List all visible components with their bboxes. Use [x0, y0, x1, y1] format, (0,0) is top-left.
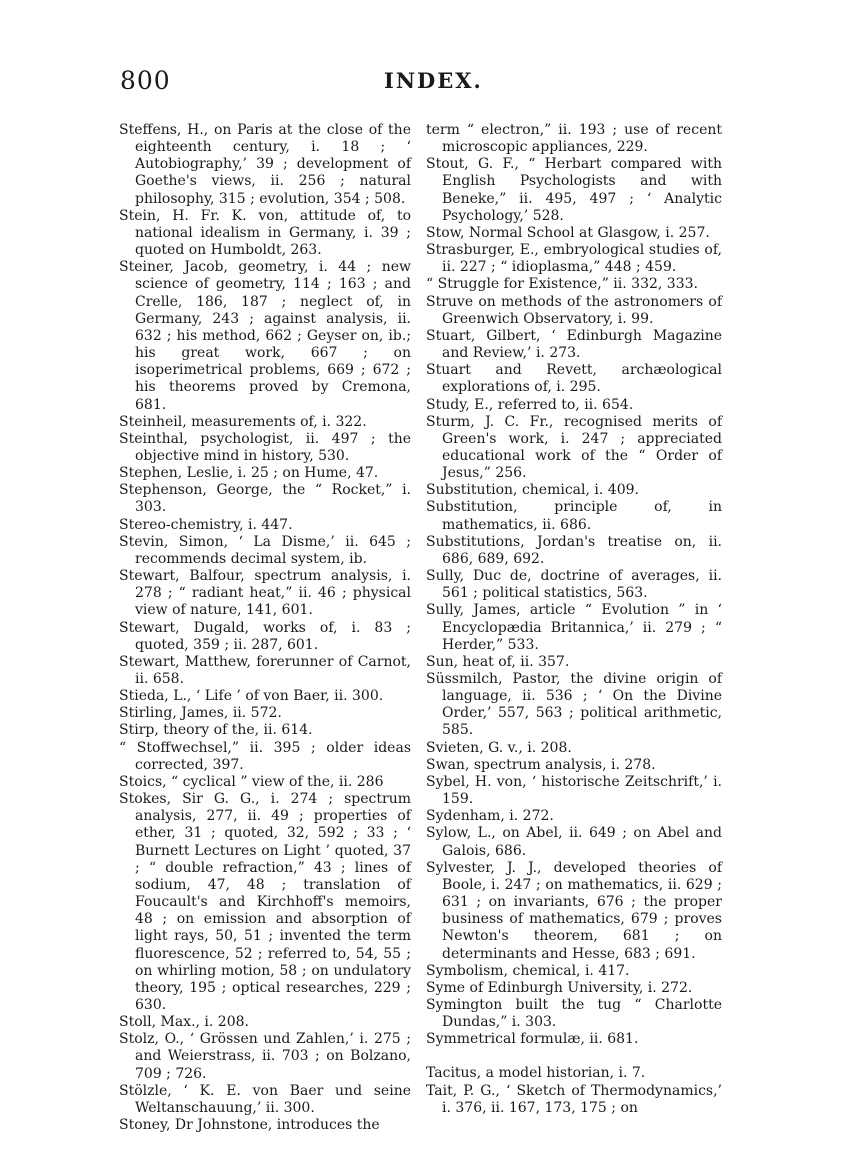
index-entry: Substitution, principle of, in mathematics, ii. 686. — [426, 499, 722, 533]
index-entry: Stewart, Matthew, forerunner of Carnot, ii. 658. — [119, 653, 411, 687]
index-entry: Stewart, Dugald, works of, i. 83 ; quoted, 359 ; ii. 287, 601. — [119, 619, 411, 653]
page-title: INDEX. — [384, 68, 483, 93]
index-entry: Sydenham, i. 272. — [426, 808, 554, 825]
index-entry: “ Struggle for Existence,” ii. 332, 333. — [426, 276, 698, 293]
index-entry: Study, E., referred to, ii. 654. — [426, 396, 634, 413]
index-entry: Substitutions, Jordan's treatise on, ii. 686, 689, 692. — [426, 533, 722, 567]
index-entry: Symmetrical formulæ, ii. 681. — [426, 1031, 639, 1048]
index-entry: Struve on methods of the astronomers of Greenwich Observatory, i. 99. — [426, 293, 722, 327]
index-entry: Tacitus, a model historian, i. 7. — [426, 1065, 646, 1082]
index-entry: Svieten, G. v., i. 208. — [426, 739, 572, 756]
index-entry: Steiner, Jacob, geometry, i. 44 ; new science of geometry, 114 ; 163 ; and Crelle, 186, 187 ; neglect of, in Germany, 243 ; against analysis, ii. 632 ; his method, 662 ; Geyser on, ib.; his great work, 667 ; on isoperimetrical problems, 669 ; 672 ; his theorems proved by Cremona, 681. — [119, 259, 411, 413]
index-entry: Sylow, L., on Abel, ii. 649 ; on Abel and Galois, 686. — [426, 825, 722, 859]
index-entry: Sturm, J. C. Fr., recognised merits of Green's work, i. 247 ; appreciated educational work of the “ Order of Jesus,” 256. — [426, 413, 722, 482]
index-entry: Süssmilch, Pastor, the divine origin of language, ii. 536 ; ‘ On the Divine Order,’ 557, 563 ; political arithmetic, 585. — [426, 671, 722, 739]
index-column-right — [426, 122, 722, 1117]
index-entry: Strasburger, E., embryological studies of, ii. 227 ; “ idioplasma,” 448 ; 459. — [426, 242, 722, 276]
index-entry: Tait, P. G., ‘ Sketch of Thermodynamics,’ i. 376, ii. 167, 173, 175 ; on — [426, 1082, 722, 1116]
index-entry: Stirp, theory of the, ii. 614. — [119, 722, 313, 739]
index-entry: Syme of Edinburgh University, i. 272. — [426, 979, 693, 996]
index-entry: Symington built the tug “ Charlotte Dundas,” i. 303. — [426, 996, 722, 1031]
index-entry: Stein, H. Fr. K. von, attitude of, to national idealism in Germany, i. 39 ; quoted on Humboldt, 263. — [119, 207, 411, 259]
index-entry: Sully, James, article “ Evolution ” in ‘ Encyclopædia Britannica,’ ii. 279 ; “ Herder,” 533. — [426, 602, 722, 653]
page-header — [0, 66, 850, 106]
index-entry: Stoll, Max., i. 208. — [119, 1014, 249, 1031]
index-entry: Symbolism, chemical, i. 417. — [426, 962, 630, 979]
index-entry: Stephen, Leslie, i. 25 ; on Hume, 47. — [119, 465, 379, 482]
index-entry: Stevin, Simon, ‘ La Disme,’ ii. 645 ; recommends decimal system, ib. — [119, 533, 411, 567]
index-entry: Stölzle, ‘ K. E. von Baer und seine Weltanschauung,’ ii. 300. — [119, 1082, 411, 1116]
index-entry: Stoney, Dr Johnstone, introduces the — [119, 1117, 380, 1134]
index-entry: Stow, Normal School at Glasgow, i. 257. — [426, 224, 710, 241]
index-entry: Stereo-chemistry, i. 447. — [119, 516, 293, 533]
index-entry: Steinheil, measurements of, i. 322. — [119, 413, 367, 430]
index-entry: Steinthal, psychologist, ii. 497 ; the objective mind in history, 530. — [119, 430, 411, 464]
index-entry: Stephenson, George, the “ Rocket,” i. 303. — [119, 482, 411, 516]
index-entry: Stewart, Balfour, spectrum analysis, i. 278 ; “ radiant heat,” ii. 46 ; physical view of nature, 141, 601. — [119, 568, 411, 619]
index-entry: Sully, Duc de, doctrine of averages, ii. 561 ; political statistics, 563. — [426, 568, 722, 602]
index-entry: Stout, G. F., “ Herbart compared with English Psychologists and with Beneke,” ii. 495, 497 ; ‘ Analytic Psychology,’ 528. — [426, 156, 722, 224]
index-entry: Substitution, chemical, i. 409. — [426, 482, 639, 499]
page-number: 800 — [120, 66, 171, 95]
index-entry: Sylvester, J. J., developed theories of Boole, i. 247 ; on mathematics, ii. 629 ; 631 ; on invariants, 676 ; the proper business of mathematics, 679 ; proves Newton's theorem, 681 ; on determinants and Hesse, 683 ; 691. — [426, 859, 722, 962]
index-entry: term “ electron,” ii. 193 ; use of recent microscopic appliances, 229. — [426, 122, 722, 156]
index-entry: Stuart and Revett, archæological explorations of, i. 295. — [426, 362, 722, 396]
index-entry: Stokes, Sir G. G., i. 274 ; spectrum analysis, 277, ii. 49 ; properties of ether, 31 ; quoted, 32, 592 ; 33 ; ‘ Burnett Lectures on Light ’ quoted, 37 ; “ double refraction,” 43 ; lines of sodium, 47, 48 ; translation of Foucault's and Kirchhoff's memoirs, 48 ; on emission and absorption of light rays, 50, 51 ; invented the term fluorescence, 52 ; referred to, 54, 55 ; on whirling motion, 58 ; on undulatory theory, 195 ; optical researches, 229 ; 630. — [119, 791, 411, 1013]
letter-section-break — [426, 1048, 722, 1065]
index-entry: Stieda, L., ‘ Life ’ of von Baer, ii. 300. — [119, 688, 384, 705]
index-entry: Sun, heat of, ii. 357. — [426, 653, 570, 670]
index-entry: “ Stoffwechsel,” ii. 395 ; older ideas corrected, 397. — [119, 739, 411, 773]
index-entry: Stolz, O., ‘ Grössen und Zahlen,’ i. 275 ; and Weierstrass, ii. 703 ; on Bolzano, 709 ; 726. — [119, 1031, 411, 1082]
index-entry: Steffens, H., on Paris at the close of the eighteenth century, i. 18 ; ‘ Autobiography,’ 39 ; development of Goethe's views, ii. 256 ; natural philosophy, 315 ; evolution, 354 ; 508. — [119, 122, 411, 207]
index-entry: Swan, spectrum analysis, i. 278. — [426, 756, 656, 773]
index-entry: Stuart, Gilbert, ‘ Edinburgh Magazine and Review,’ i. 273. — [426, 327, 722, 362]
index-entry: Stoics, “ cyclical ” view of the, ii. 286 — [119, 773, 384, 790]
index-entry: Stirling, James, ii. 572. — [119, 705, 282, 722]
index-entry: Sybel, H. von, ‘ historische Zeitschrift,’ i. 159. — [426, 773, 722, 808]
index-column-left — [119, 122, 411, 1134]
